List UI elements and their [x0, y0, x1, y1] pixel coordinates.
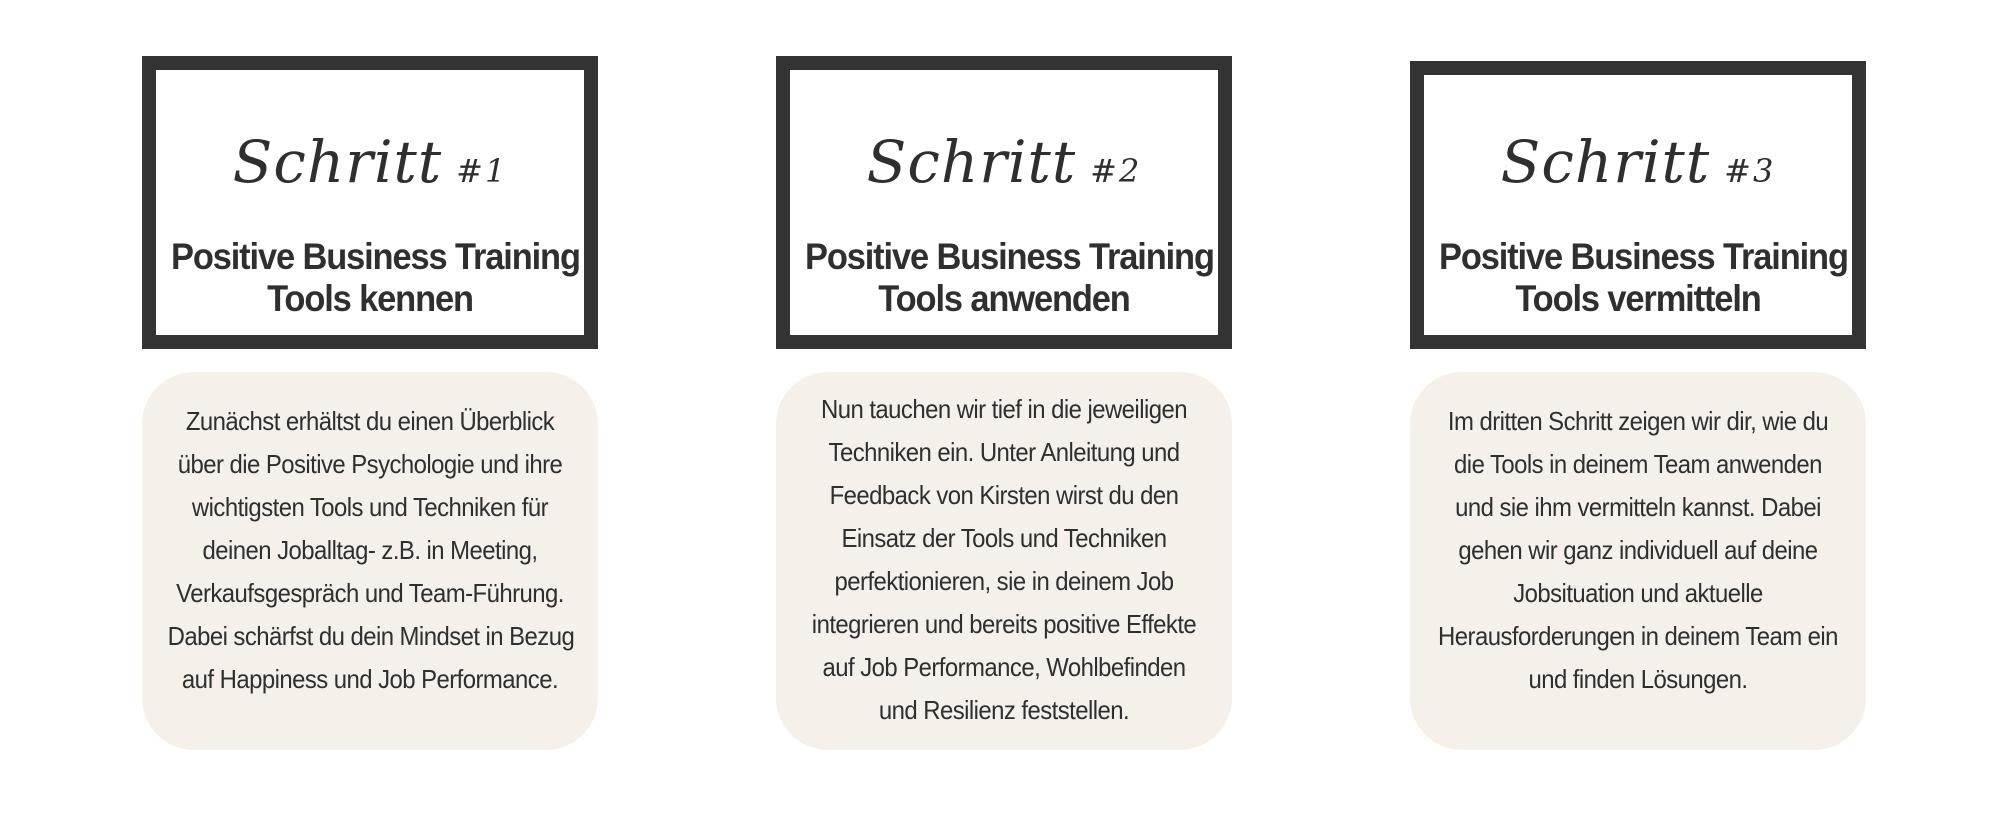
- step-1-desc-line: wichtigsten Tools und Techniken für: [191, 492, 549, 522]
- step-2-desc-line: perfektionieren, sie in deinem Job: [834, 566, 1174, 596]
- step-1-desc-line: Zunächst erhältst du einen Überblick: [185, 406, 555, 436]
- step-2-script-label: Schritt: [866, 128, 1077, 196]
- step-2-desc-line: und Resilienz feststellen.: [878, 695, 1130, 725]
- step-2-title-line-2: Tools anwenden: [878, 278, 1130, 319]
- step-3-description-card: [1410, 372, 1866, 750]
- step-3-title: [1438, 236, 1848, 320]
- step-2-desc-line: Feedback von Kirsten wirst du den: [829, 480, 1179, 510]
- step-2-title-frame: [776, 56, 1232, 349]
- step-3-description: [1436, 400, 1841, 701]
- step-1-title-frame: [142, 56, 598, 349]
- step-3-desc-line: Im dritten Schritt zeigen wir dir, wie du: [1447, 406, 1829, 436]
- step-3-desc-line: und sie ihm vermitteln kannst. Dabei: [1455, 492, 1821, 522]
- step-3-script-heading: [1424, 128, 1852, 196]
- step-2-desc-line: auf Job Performance, Wohlbefinden: [822, 652, 1186, 682]
- step-1-desc-line: deinen Joballtag- z.B. in Meeting,: [202, 535, 538, 565]
- step-1-desc-line: Dabei schärfst du dein Mindset in Bezug: [167, 621, 575, 651]
- step-1-desc-line: über die Positive Psychologie und ihre: [177, 449, 563, 479]
- step-3-title-line-2: Tools vermitteln: [1515, 278, 1761, 319]
- step-2-desc-line: Techniken ein. Unter Anleitung und: [828, 437, 1180, 467]
- step-3-desc-line: gehen wir ganz individuell auf deine: [1458, 535, 1818, 565]
- step-1-title: [170, 236, 580, 320]
- step-1-desc-line: auf Happiness und Job Performance.: [181, 664, 559, 694]
- step-2-script-heading: [790, 128, 1218, 196]
- step-1-script-label: Schritt: [232, 128, 443, 196]
- step-2-desc-line: Nun tauchen wir tief in die jeweiligen: [821, 394, 1187, 424]
- step-1-number: #1: [456, 152, 508, 190]
- step-2-title: [804, 236, 1214, 320]
- step-3-number: #3: [1724, 152, 1776, 190]
- step-1-description: [168, 400, 573, 701]
- step-2-title-line-1: Positive Business Training: [804, 236, 1214, 277]
- step-3-script-label: Schritt: [1500, 128, 1711, 196]
- step-3-title-frame: [1410, 61, 1866, 349]
- step-3-desc-line: Herausforderungen in deinem Team ein: [1438, 621, 1838, 651]
- step-3-desc-line: die Tools in deinem Team anwenden: [1454, 449, 1822, 479]
- step-2-desc-line: integrieren und bereits positive Effekte: [811, 609, 1197, 639]
- step-1-description-card: [142, 372, 598, 750]
- step-1-title-line-2: Tools kennen: [267, 278, 473, 319]
- step-3-desc-line: Jobsituation und aktuelle: [1513, 578, 1763, 608]
- step-1-script-heading: [156, 128, 584, 196]
- step-2-description: [802, 388, 1207, 732]
- step-1-title-line-1: Positive Business Training: [170, 236, 580, 277]
- step-2-description-card: [776, 372, 1232, 750]
- step-2-number: #2: [1090, 152, 1142, 190]
- step-1-desc-line: Verkaufsgespräch und Team-Führung.: [176, 578, 564, 608]
- step-3-desc-line: und finden Lösungen.: [1528, 664, 1748, 694]
- step-2-desc-line: Einsatz der Tools und Techniken: [841, 523, 1167, 553]
- step-3-title-line-1: Positive Business Training: [1438, 236, 1848, 277]
